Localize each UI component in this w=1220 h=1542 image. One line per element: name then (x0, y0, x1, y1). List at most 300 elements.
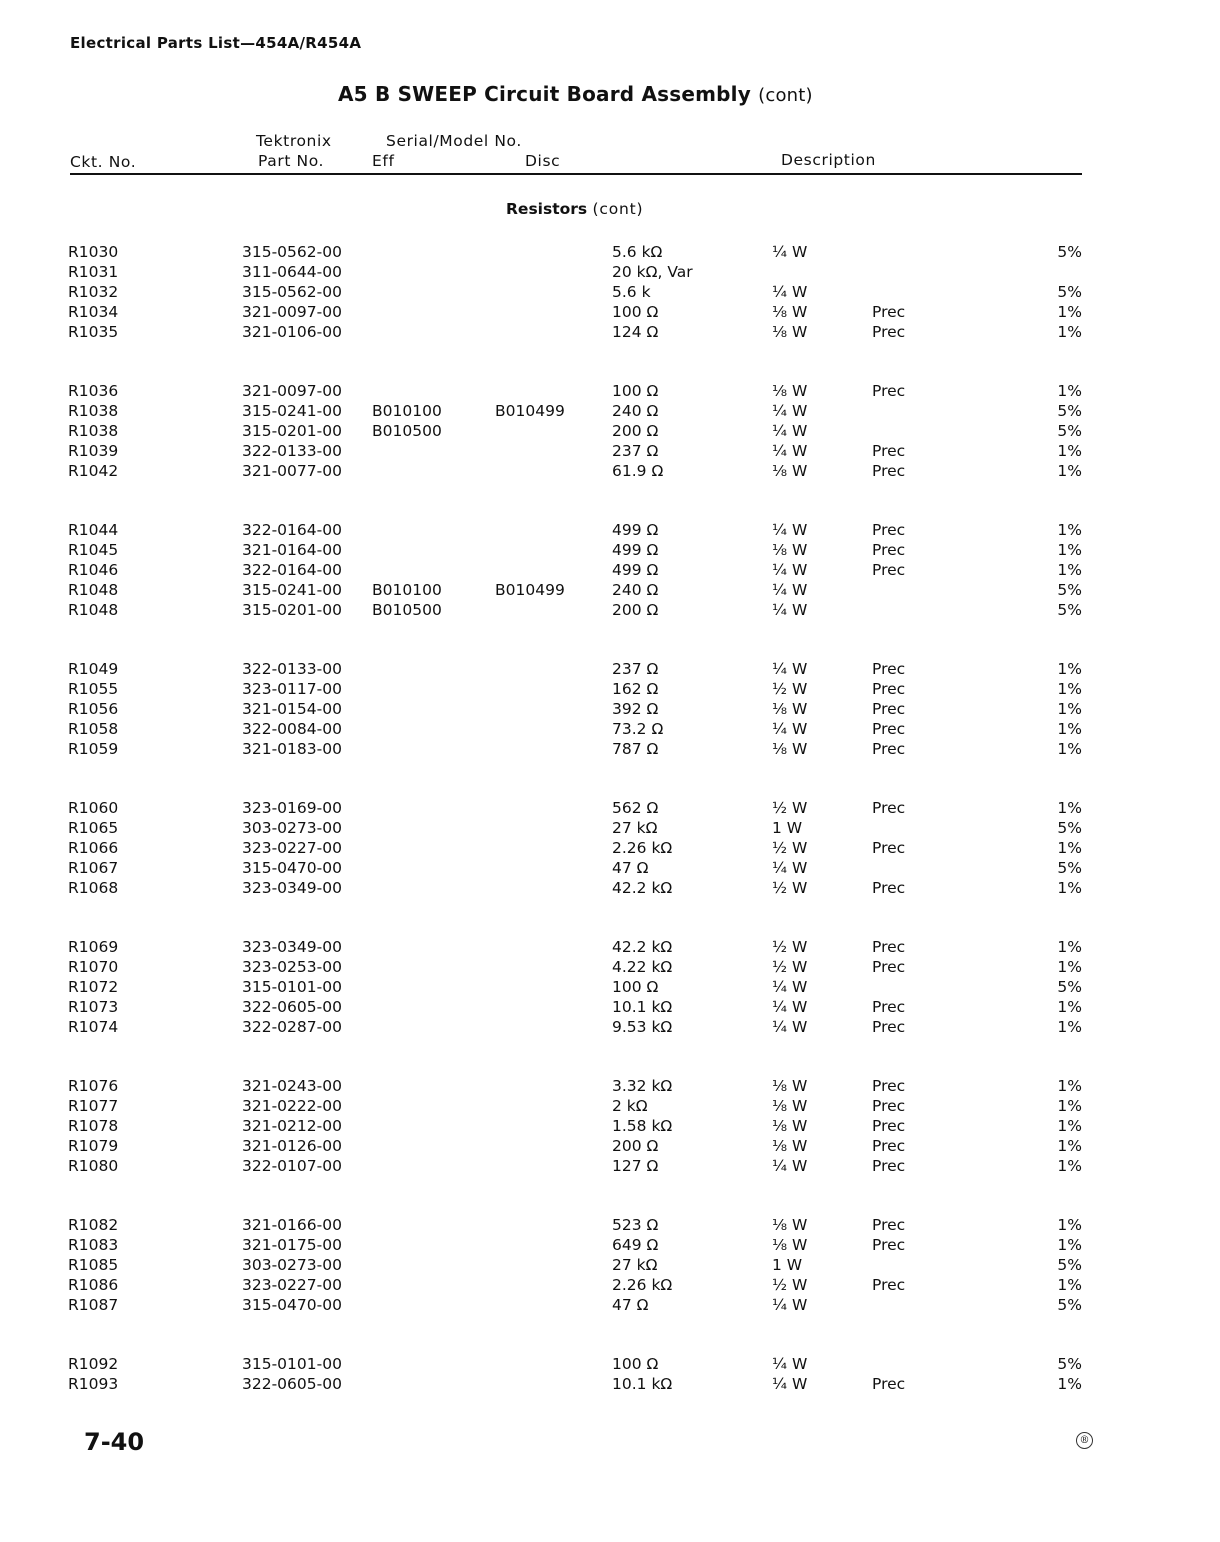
cell-value: 240 Ω (612, 581, 659, 599)
table-row (0, 839, 1220, 859)
cell-value: 100 Ω (612, 978, 659, 996)
cell-value: 562 Ω (612, 799, 659, 817)
cell-part: 315-0101-00 (242, 978, 342, 996)
cell-watt: ¼ W (772, 978, 808, 996)
cell-type: Prec (872, 462, 906, 480)
cell-tol: 1% (1057, 1276, 1082, 1294)
cell-part: 321-0126-00 (242, 1137, 342, 1155)
cell-value: 2.26 kΩ (612, 1276, 673, 1294)
cell-value: 2.26 kΩ (612, 839, 673, 857)
cell-value: 47 Ω (612, 859, 649, 877)
cell-tol: 1% (1057, 323, 1082, 341)
cell-ckt: R1038 (68, 422, 119, 440)
table-row (0, 1375, 1220, 1395)
cell-value: 4.22 kΩ (612, 958, 673, 976)
table-row (0, 740, 1220, 760)
cell-ckt: R1046 (68, 561, 119, 579)
cell-ckt: R1058 (68, 720, 119, 738)
cell-ckt: R1036 (68, 382, 119, 400)
col-header-ckt-no: Ckt. No. (70, 153, 137, 171)
cell-tol: 1% (1057, 1097, 1082, 1115)
cell-part: 315-0241-00 (242, 581, 342, 599)
cell-value: 237 Ω (612, 660, 659, 678)
cell-tol: 1% (1057, 680, 1082, 698)
cell-tol: 5% (1057, 283, 1082, 301)
cell-ckt: R1065 (68, 819, 119, 837)
title-cont: (cont) (758, 85, 813, 106)
cell-tol: 1% (1057, 382, 1082, 400)
cell-part: 315-0470-00 (242, 859, 342, 877)
cell-tol: 1% (1057, 839, 1082, 857)
cell-tol: 1% (1057, 799, 1082, 817)
cell-part: 323-0117-00 (242, 680, 342, 698)
cell-value: 162 Ω (612, 680, 659, 698)
cell-ckt: R1070 (68, 958, 119, 976)
cell-watt: ⅛ W (772, 462, 808, 480)
table-row (0, 1117, 1220, 1137)
table-row (0, 561, 1220, 581)
table-row (0, 1355, 1220, 1375)
cell-tol: 5% (1057, 819, 1082, 837)
cell-type: Prec (872, 1276, 906, 1294)
cell-ckt: R1060 (68, 799, 119, 817)
table-row (0, 1236, 1220, 1256)
cell-watt: ½ W (772, 680, 808, 698)
cell-tol: 1% (1057, 1236, 1082, 1254)
table-row (0, 521, 1220, 541)
cell-ckt: R1039 (68, 442, 119, 460)
cell-watt: 1 W (772, 1256, 803, 1274)
header-rule (70, 173, 1082, 175)
cell-ckt: R1079 (68, 1137, 119, 1155)
cell-eff: B010100 (372, 402, 442, 420)
cell-type: Prec (872, 1117, 906, 1135)
cell-type: Prec (872, 1375, 906, 1393)
cell-watt: ¼ W (772, 561, 808, 579)
table-row (0, 859, 1220, 879)
table-row (0, 700, 1220, 720)
table-row (0, 819, 1220, 839)
cell-watt: ¼ W (772, 1375, 808, 1393)
cell-type: Prec (872, 660, 906, 678)
cell-ckt: R1056 (68, 700, 119, 718)
cell-value: 1.58 kΩ (612, 1117, 673, 1135)
cell-watt: ⅛ W (772, 1216, 808, 1234)
cell-tol: 5% (1057, 402, 1082, 420)
cell-ckt: R1077 (68, 1097, 119, 1115)
table-row (0, 422, 1220, 442)
cell-value: 27 kΩ (612, 1256, 658, 1274)
table-row (0, 1276, 1220, 1296)
cell-part: 321-0097-00 (242, 303, 342, 321)
cell-part: 321-0183-00 (242, 740, 342, 758)
section-heading (506, 200, 643, 218)
cell-ckt: R1038 (68, 402, 119, 420)
cell-part: 315-0562-00 (242, 283, 342, 301)
cell-value: 499 Ω (612, 541, 659, 559)
table-row (0, 581, 1220, 601)
cell-value: 10.1 kΩ (612, 1375, 673, 1393)
cell-ckt: R1031 (68, 263, 119, 281)
cell-part: 315-0101-00 (242, 1355, 342, 1373)
table-row (0, 1216, 1220, 1236)
cell-ckt: R1086 (68, 1276, 119, 1294)
cell-value: 5.6 kΩ (612, 243, 663, 261)
table-row (0, 879, 1220, 899)
cell-type: Prec (872, 541, 906, 559)
cell-part: 322-0605-00 (242, 1375, 342, 1393)
cell-part: 303-0273-00 (242, 819, 342, 837)
table-row (0, 720, 1220, 740)
cell-part: 315-0201-00 (242, 422, 342, 440)
table-row (0, 1296, 1220, 1316)
cell-part: 321-0222-00 (242, 1097, 342, 1115)
cell-value: 200 Ω (612, 1137, 659, 1155)
cell-ckt: R1069 (68, 938, 119, 956)
cell-type: Prec (872, 720, 906, 738)
cell-disc: B010499 (495, 581, 565, 599)
cell-watt: ½ W (772, 799, 808, 817)
cell-tol: 1% (1057, 720, 1082, 738)
table-row (0, 323, 1220, 343)
table-row (0, 1018, 1220, 1038)
cell-value: 100 Ω (612, 382, 659, 400)
cell-part: 303-0273-00 (242, 1256, 342, 1274)
col-header-tektronix: Tektronix (256, 132, 332, 150)
cell-part: 315-0470-00 (242, 1296, 342, 1314)
cell-value: 523 Ω (612, 1216, 659, 1234)
cell-ckt: R1082 (68, 1216, 119, 1234)
table-row (0, 382, 1220, 402)
cell-part: 321-0243-00 (242, 1077, 342, 1095)
cell-watt: ½ W (772, 938, 808, 956)
cell-part: 315-0562-00 (242, 243, 342, 261)
cell-ckt: R1044 (68, 521, 119, 539)
cell-ckt: R1076 (68, 1077, 119, 1095)
cell-part: 323-0169-00 (242, 799, 342, 817)
cell-watt: ⅛ W (772, 323, 808, 341)
cell-watt: 1 W (772, 819, 803, 837)
tektronix-logo-mark: ® (1076, 1432, 1093, 1449)
cell-type: Prec (872, 1157, 906, 1175)
cell-ckt: R1093 (68, 1375, 119, 1393)
cell-tol: 5% (1057, 422, 1082, 440)
cell-ckt: R1078 (68, 1117, 119, 1135)
cell-watt: ¼ W (772, 422, 808, 440)
cell-tol: 1% (1057, 660, 1082, 678)
cell-type: Prec (872, 521, 906, 539)
cell-tol: 1% (1057, 1117, 1082, 1135)
section-cont: (cont) (592, 200, 644, 218)
cell-part: 321-0154-00 (242, 700, 342, 718)
cell-watt: ½ W (772, 958, 808, 976)
table-row (0, 680, 1220, 700)
cell-tol: 5% (1057, 1296, 1082, 1314)
cell-value: 73.2 Ω (612, 720, 664, 738)
cell-value: 200 Ω (612, 601, 659, 619)
cell-watt: ⅛ W (772, 1137, 808, 1155)
cell-watt: ⅛ W (772, 1117, 808, 1135)
cell-tol: 1% (1057, 740, 1082, 758)
table-row (0, 1256, 1220, 1276)
cell-value: 787 Ω (612, 740, 659, 758)
cell-tol: 5% (1057, 859, 1082, 877)
cell-part: 322-0164-00 (242, 521, 342, 539)
cell-type: Prec (872, 1137, 906, 1155)
cell-watt: ⅛ W (772, 740, 808, 758)
cell-watt: ¼ W (772, 601, 808, 619)
cell-part: 311-0644-00 (242, 263, 342, 281)
cell-value: 127 Ω (612, 1157, 659, 1175)
cell-type: Prec (872, 382, 906, 400)
section-label: Resistors (506, 200, 588, 218)
cell-type: Prec (872, 938, 906, 956)
cell-part: 322-0107-00 (242, 1157, 342, 1175)
cell-watt: ¼ W (772, 581, 808, 599)
cell-part: 321-0212-00 (242, 1117, 342, 1135)
cell-type: Prec (872, 998, 906, 1016)
cell-part: 321-0175-00 (242, 1236, 342, 1254)
cell-tol: 1% (1057, 541, 1082, 559)
cell-tol: 5% (1057, 581, 1082, 599)
cell-part: 322-0605-00 (242, 998, 342, 1016)
cell-watt: ¼ W (772, 1018, 808, 1036)
table-row (0, 799, 1220, 819)
cell-watt: ⅛ W (772, 382, 808, 400)
cell-value: 10.1 kΩ (612, 998, 673, 1016)
cell-value: 3.32 kΩ (612, 1077, 673, 1095)
table-row (0, 263, 1220, 283)
cell-type: Prec (872, 879, 906, 897)
col-header-serial-model: Serial/Model No. (386, 132, 522, 150)
cell-value: 649 Ω (612, 1236, 659, 1254)
cell-tol: 1% (1057, 442, 1082, 460)
table-row (0, 1097, 1220, 1117)
cell-ckt: R1059 (68, 740, 119, 758)
cell-part: 323-0227-00 (242, 1276, 342, 1294)
cell-value: 20 kΩ, Var (612, 263, 693, 281)
table-row (0, 1137, 1220, 1157)
table-row (0, 541, 1220, 561)
cell-tol: 1% (1057, 462, 1082, 480)
cell-tol: 1% (1057, 521, 1082, 539)
cell-part: 321-0097-00 (242, 382, 342, 400)
cell-value: 392 Ω (612, 700, 659, 718)
cell-value: 100 Ω (612, 303, 659, 321)
cell-value: 200 Ω (612, 422, 659, 440)
cell-ckt: R1048 (68, 581, 119, 599)
col-header-description: Description (781, 151, 876, 169)
cell-tol: 1% (1057, 303, 1082, 321)
cell-watt: ¼ W (772, 1355, 808, 1373)
page-title (338, 82, 813, 106)
cell-part: 322-0164-00 (242, 561, 342, 579)
cell-watt: ¼ W (772, 1296, 808, 1314)
col-header-disc: Disc (525, 152, 561, 170)
cell-value: 61.9 Ω (612, 462, 664, 480)
cell-part: 321-0166-00 (242, 1216, 342, 1234)
cell-ckt: R1049 (68, 660, 119, 678)
cell-type: Prec (872, 799, 906, 817)
cell-value: 9.53 kΩ (612, 1018, 673, 1036)
col-header-part-no: Part No. (258, 152, 325, 170)
cell-watt: ¼ W (772, 243, 808, 261)
cell-ckt: R1067 (68, 859, 119, 877)
table-row (0, 402, 1220, 422)
cell-watt: ½ W (772, 839, 808, 857)
cell-ckt: R1055 (68, 680, 119, 698)
cell-value: 47 Ω (612, 1296, 649, 1314)
cell-watt: ¼ W (772, 521, 808, 539)
cell-tol: 5% (1057, 978, 1082, 996)
table-row (0, 938, 1220, 958)
cell-tol: 1% (1057, 998, 1082, 1016)
cell-part: 322-0133-00 (242, 442, 342, 460)
cell-tol: 1% (1057, 1375, 1082, 1393)
cell-eff: B010500 (372, 422, 442, 440)
page-number: 7-40 (84, 1428, 145, 1456)
cell-tol: 1% (1057, 1018, 1082, 1036)
cell-type: Prec (872, 442, 906, 460)
running-header: Electrical Parts List—454A/R454A (70, 34, 362, 52)
cell-eff: B010500 (372, 601, 442, 619)
cell-ckt: R1035 (68, 323, 119, 341)
cell-ckt: R1032 (68, 283, 119, 301)
cell-part: 321-0077-00 (242, 462, 342, 480)
cell-tol: 5% (1057, 1355, 1082, 1373)
cell-type: Prec (872, 740, 906, 758)
table-row (0, 660, 1220, 680)
table-row (0, 243, 1220, 263)
cell-watt: ⅛ W (772, 1097, 808, 1115)
cell-value: 499 Ω (612, 561, 659, 579)
cell-watt: ⅛ W (772, 700, 808, 718)
cell-disc: B010499 (495, 402, 565, 420)
cell-part: 322-0287-00 (242, 1018, 342, 1036)
cell-type: Prec (872, 680, 906, 698)
cell-value: 237 Ω (612, 442, 659, 460)
cell-type: Prec (872, 1216, 906, 1234)
cell-part: 323-0227-00 (242, 839, 342, 857)
cell-watt: ¼ W (772, 283, 808, 301)
cell-part: 322-0133-00 (242, 660, 342, 678)
cell-ckt: R1034 (68, 303, 119, 321)
cell-watt: ⅛ W (772, 1077, 808, 1095)
cell-watt: ¼ W (772, 720, 808, 738)
cell-watt: ⅛ W (772, 1236, 808, 1254)
cell-ckt: R1085 (68, 1256, 119, 1274)
cell-tol: 5% (1057, 601, 1082, 619)
cell-value: 2 kΩ (612, 1097, 648, 1115)
cell-part: 321-0106-00 (242, 323, 342, 341)
cell-watt: ¼ W (772, 442, 808, 460)
title-main: A5 B SWEEP Circuit Board Assembly (338, 82, 751, 106)
cell-value: 100 Ω (612, 1355, 659, 1373)
cell-watt: ⅛ W (772, 541, 808, 559)
cell-tol: 5% (1057, 1256, 1082, 1274)
cell-tol: 1% (1057, 938, 1082, 956)
cell-part: 315-0241-00 (242, 402, 342, 420)
cell-type: Prec (872, 1018, 906, 1036)
cell-value: 42.2 kΩ (612, 879, 673, 897)
cell-watt: ¼ W (772, 660, 808, 678)
cell-tol: 1% (1057, 1137, 1082, 1155)
cell-part: 315-0201-00 (242, 601, 342, 619)
cell-ckt: R1092 (68, 1355, 119, 1373)
cell-part: 323-0253-00 (242, 958, 342, 976)
cell-type: Prec (872, 561, 906, 579)
cell-tol: 1% (1057, 561, 1082, 579)
table-row (0, 601, 1220, 621)
cell-value: 5.6 k (612, 283, 651, 301)
cell-value: 240 Ω (612, 402, 659, 420)
cell-watt: ¼ W (772, 859, 808, 877)
cell-tol: 1% (1057, 879, 1082, 897)
cell-type: Prec (872, 1077, 906, 1095)
cell-ckt: R1087 (68, 1296, 119, 1314)
cell-ckt: R1072 (68, 978, 119, 996)
cell-type: Prec (872, 1236, 906, 1254)
table-row (0, 1077, 1220, 1097)
cell-watt: ½ W (772, 1276, 808, 1294)
cell-ckt: R1080 (68, 1157, 119, 1175)
table-row (0, 958, 1220, 978)
cell-tol: 1% (1057, 958, 1082, 976)
cell-ckt: R1083 (68, 1236, 119, 1254)
cell-eff: B010100 (372, 581, 442, 599)
table-row (0, 978, 1220, 998)
cell-value: 42.2 kΩ (612, 938, 673, 956)
cell-ckt: R1030 (68, 243, 119, 261)
cell-value: 499 Ω (612, 521, 659, 539)
cell-ckt: R1042 (68, 462, 119, 480)
cell-ckt: R1066 (68, 839, 119, 857)
cell-type: Prec (872, 958, 906, 976)
cell-ckt: R1074 (68, 1018, 119, 1036)
table-row (0, 283, 1220, 303)
table-row (0, 442, 1220, 462)
cell-tol: 1% (1057, 1077, 1082, 1095)
cell-type: Prec (872, 700, 906, 718)
table-row (0, 303, 1220, 323)
cell-watt: ¼ W (772, 402, 808, 420)
cell-ckt: R1048 (68, 601, 119, 619)
cell-tol: 1% (1057, 1157, 1082, 1175)
cell-type: Prec (872, 323, 906, 341)
cell-tol: 1% (1057, 700, 1082, 718)
cell-watt: ⅛ W (772, 303, 808, 321)
cell-value: 124 Ω (612, 323, 659, 341)
table-row (0, 462, 1220, 482)
cell-part: 321-0164-00 (242, 541, 342, 559)
cell-tol: 5% (1057, 243, 1082, 261)
cell-watt: ¼ W (772, 1157, 808, 1175)
cell-ckt: R1073 (68, 998, 119, 1016)
cell-ckt: R1045 (68, 541, 119, 559)
cell-part: 322-0084-00 (242, 720, 342, 738)
cell-ckt: R1068 (68, 879, 119, 897)
cell-tol: 1% (1057, 1216, 1082, 1234)
cell-value: 27 kΩ (612, 819, 658, 837)
cell-watt: ½ W (772, 879, 808, 897)
cell-watt: ¼ W (772, 998, 808, 1016)
table-row (0, 998, 1220, 1018)
cell-part: 323-0349-00 (242, 879, 342, 897)
cell-part: 323-0349-00 (242, 938, 342, 956)
table-row (0, 1157, 1220, 1177)
cell-type: Prec (872, 1097, 906, 1115)
col-header-eff: Eff (372, 152, 395, 170)
